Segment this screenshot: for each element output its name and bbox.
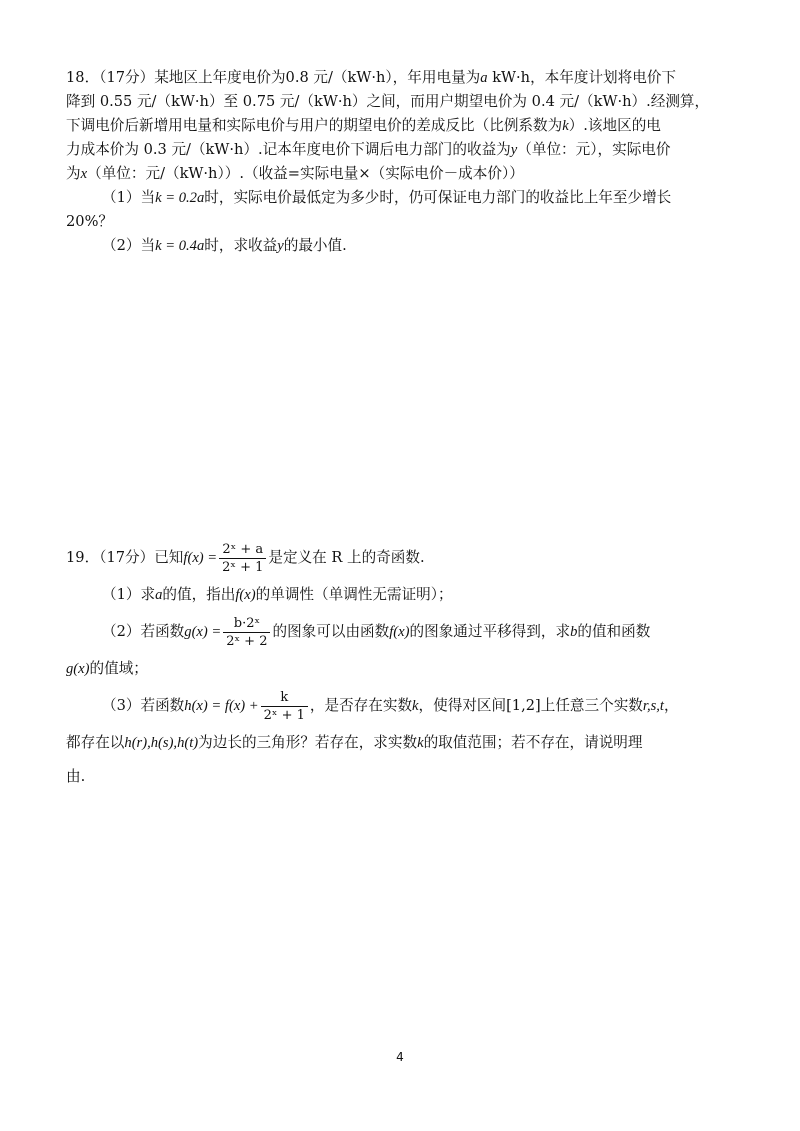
function-f: f(x): [389, 624, 410, 640]
q19-text: 的单调性（单调性无需证明）；: [255, 586, 453, 603]
var-y: y: [277, 238, 284, 254]
q18-text: 下调电价后新增用电量和实际电价与用户的期望电价的差成反比（比例系数为: [66, 117, 563, 134]
equation-k-0.2a: k = 0.2a: [155, 190, 205, 206]
q19-text: （2）若函数: [102, 623, 185, 640]
fraction-numerator: 2ˣ + a: [219, 543, 266, 559]
q19-text: 的值域；: [89, 660, 148, 677]
q19-text: 上任意三个实数: [540, 697, 643, 714]
q18-text: 力成本价为 0.3 元/（kW·h）.记本年度电价下调后电力部门的收益为: [66, 141, 511, 158]
q18-text: 为: [66, 165, 81, 182]
q19-text: 为边长的三角形？若存在，求实数: [198, 734, 418, 751]
q19-text: 是定义在 R 上的奇函数.: [268, 549, 425, 566]
q18-part-2: [66, 234, 738, 258]
var-k: k: [412, 698, 419, 714]
fraction-f: [219, 543, 266, 574]
function-f: f(x): [235, 587, 256, 603]
q19-text: 的取值范围；若不存在，请说明理: [423, 734, 643, 751]
q18-line-4: [66, 138, 738, 162]
q19-part-3: [66, 686, 738, 726]
q19-text: ，使得对区间: [418, 697, 507, 714]
fraction-numerator: b·2ˣ: [223, 617, 270, 633]
q18-line-1: [66, 66, 738, 90]
q18-text: 时，实际电价最低定为多少时，仍可保证电力部门的收益比上年至少增长: [204, 189, 672, 206]
equation-k-0.4a: k = 0.4a: [155, 238, 205, 254]
question-18: [66, 66, 738, 258]
var-a: a: [155, 587, 163, 603]
q19-part-3-end: 由.: [66, 768, 86, 785]
q19-text: 的值和函数: [577, 623, 651, 640]
q19-text: 的值，指出: [162, 586, 236, 603]
q19-text: （1）求: [102, 586, 156, 603]
q19-text: ，: [663, 697, 679, 714]
var-k: k: [562, 118, 569, 134]
function-f: f(x) =: [183, 550, 218, 566]
question-19: [66, 538, 738, 794]
q19-text: ，是否存在实数: [309, 697, 413, 714]
q18-line-3: [66, 114, 738, 138]
q18-text: （单位：元/（kW·h））.（收益=实际电量×（实际电价－成本价））: [87, 165, 524, 182]
q18-text: 18．（17分）某地区上年度电价为0.8 元/（kW·h），年用电量为: [66, 69, 481, 86]
q19-text: 都存在以: [66, 734, 125, 751]
q19-part-2: [66, 612, 738, 652]
function-g: g(x) =: [184, 624, 222, 640]
q18-line-5: [66, 162, 738, 186]
fraction-g: [223, 617, 270, 648]
q18-text: ）.该地区的电: [568, 117, 661, 134]
fraction-h: [261, 691, 308, 722]
q18-part-1: [66, 186, 738, 210]
var-k: k: [417, 735, 424, 751]
function-g: g(x): [66, 661, 90, 677]
var-a: a: [480, 70, 488, 86]
fraction-denominator: 2ˣ + 2: [226, 633, 268, 649]
q19-part-3-cont: [66, 726, 738, 760]
q18-text: kW·h，本年度计划将电价下: [492, 69, 677, 86]
fraction-denominator: 2ˣ + 1: [263, 707, 305, 723]
function-h: h(x) = f(x) +: [184, 698, 259, 714]
q18-text: （2）当: [102, 237, 156, 254]
q19-text: 的图象可以由函数: [272, 623, 390, 640]
fraction-denominator: 2ˣ + 1: [222, 559, 264, 575]
var-rst: r,s,t: [642, 698, 664, 714]
fraction-numerator: k: [261, 691, 308, 707]
var-x: x: [80, 166, 88, 182]
interval: [1,2]: [506, 697, 541, 714]
q19-part-1: [66, 578, 738, 612]
q18-text: 的最小值.: [283, 237, 347, 254]
q18-text: （单位：元），实际电价: [517, 141, 671, 158]
q19-text: 的图象通过平移得到，求: [409, 623, 571, 640]
q19-part-2-cont: [66, 652, 738, 686]
var-b: b: [570, 624, 578, 640]
q18-text: （1）当: [102, 189, 156, 206]
page-number: 4: [396, 1050, 404, 1064]
q19-text: （3）若函数: [102, 697, 185, 714]
function-h-values: h(r),h(s),h(t): [124, 735, 199, 751]
q18-text: 时，求收益: [204, 237, 278, 254]
var-y: y: [510, 142, 518, 158]
q19-text: 19．（17分）已知: [66, 549, 184, 566]
q18-part-1-cont: 20%？: [66, 213, 114, 230]
q18-line-2: 降到 0.55 元/（kW·h）至 0.75 元/（kW·h）之间，而用户期望电价为 0.4 元/（kW·h）.经测算，: [66, 93, 710, 110]
q19-intro: [66, 538, 738, 578]
